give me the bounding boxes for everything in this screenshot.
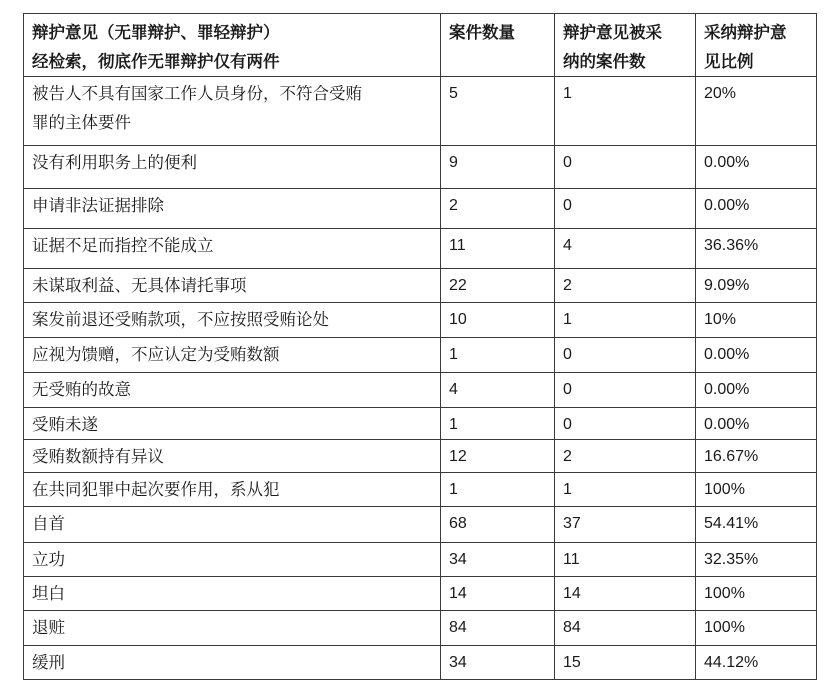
cell-case-count: 9 bbox=[441, 146, 555, 189]
cell-adopted-count: 1 bbox=[555, 473, 696, 507]
opinion-text: 坦白 bbox=[32, 584, 65, 603]
cell-adopted-count: 0 bbox=[555, 408, 696, 440]
cell-adopted-count: 2 bbox=[555, 269, 696, 303]
cell-adoption-ratio: 54.41% bbox=[696, 507, 817, 543]
cell-case-count: 1 bbox=[441, 338, 555, 373]
cell-case-count: 22 bbox=[441, 269, 555, 303]
cell-adoption-ratio: 100% bbox=[696, 473, 817, 507]
cell-case-count: 84 bbox=[441, 611, 555, 646]
header-opinion bbox=[24, 14, 441, 77]
table-row bbox=[24, 577, 817, 611]
table-row bbox=[24, 189, 817, 229]
opinion-text: 被告人不具有国家工作人员身份，不符合受贿 bbox=[32, 84, 362, 103]
cell-case-count: 11 bbox=[441, 229, 555, 269]
cell-adoption-ratio: 20% bbox=[696, 77, 817, 146]
table-row bbox=[24, 229, 817, 269]
cell-case-count: 1 bbox=[441, 408, 555, 440]
header-line: 纳的案件数 bbox=[563, 52, 646, 71]
table-row bbox=[24, 507, 817, 543]
opinion-text: 申请非法证据排除 bbox=[32, 196, 164, 215]
cell-adoption-ratio: 100% bbox=[696, 577, 817, 611]
header-line: 采纳辩护意 bbox=[704, 23, 787, 42]
opinion-text: 应视为馈赠，不应认定为受贿数额 bbox=[32, 345, 280, 364]
opinion-text: 退赃 bbox=[32, 618, 65, 637]
cell-adoption-ratio: 0.00% bbox=[696, 146, 817, 189]
cell-opinion bbox=[24, 146, 441, 189]
cell-opinion bbox=[24, 408, 441, 440]
cell-case-count: 10 bbox=[441, 303, 555, 338]
cell-adopted-count: 0 bbox=[555, 146, 696, 189]
cell-case-count: 5 bbox=[441, 77, 555, 146]
header-line: 案件数量 bbox=[449, 23, 515, 42]
header-line: 辩护意见被采 bbox=[563, 23, 662, 42]
opinion-text: 在共同犯罪中起次要作用，系从犯 bbox=[32, 480, 280, 499]
cell-case-count: 4 bbox=[441, 373, 555, 408]
cell-adoption-ratio: 0.00% bbox=[696, 373, 817, 408]
header-line: 见比例 bbox=[704, 52, 754, 71]
cell-case-count: 68 bbox=[441, 507, 555, 543]
cell-opinion bbox=[24, 77, 441, 146]
table-row bbox=[24, 373, 817, 408]
cell-opinion bbox=[24, 577, 441, 611]
opinion-text: 未谋取利益、无具体请托事项 bbox=[32, 276, 247, 295]
cell-opinion bbox=[24, 611, 441, 646]
cell-adopted-count: 2 bbox=[555, 440, 696, 473]
cell-adopted-count: 4 bbox=[555, 229, 696, 269]
cell-case-count: 12 bbox=[441, 440, 555, 473]
opinion-text: 没有利用职务上的便利 bbox=[32, 153, 197, 172]
cell-adoption-ratio: 9.09% bbox=[696, 269, 817, 303]
cell-adoption-ratio: 44.12% bbox=[696, 646, 817, 680]
cell-opinion bbox=[24, 473, 441, 507]
cell-adopted-count: 14 bbox=[555, 577, 696, 611]
cell-opinion bbox=[24, 373, 441, 408]
header-line: 经检索，彻底作无罪辩护仅有两件 bbox=[32, 52, 280, 71]
opinion-text: 立功 bbox=[32, 550, 65, 569]
cell-adoption-ratio: 0.00% bbox=[696, 189, 817, 229]
table-row bbox=[24, 146, 817, 189]
opinion-text: 受贿未遂 bbox=[32, 415, 98, 434]
cell-opinion bbox=[24, 543, 441, 577]
table-body bbox=[24, 77, 817, 680]
header-row bbox=[24, 14, 817, 77]
cell-case-count: 14 bbox=[441, 577, 555, 611]
table-row bbox=[24, 440, 817, 473]
table-row bbox=[24, 611, 817, 646]
cell-opinion bbox=[24, 229, 441, 269]
table-header bbox=[24, 14, 817, 77]
cell-adoption-ratio: 0.00% bbox=[696, 408, 817, 440]
cell-adopted-count: 37 bbox=[555, 507, 696, 543]
cell-opinion bbox=[24, 269, 441, 303]
cell-adoption-ratio: 10% bbox=[696, 303, 817, 338]
cell-adoption-ratio: 16.67% bbox=[696, 440, 817, 473]
cell-case-count: 1 bbox=[441, 473, 555, 507]
cell-adoption-ratio: 36.36% bbox=[696, 229, 817, 269]
table-row bbox=[24, 543, 817, 577]
table-row bbox=[24, 338, 817, 373]
header-adopted-count bbox=[555, 14, 696, 77]
header-adoption-ratio bbox=[696, 14, 817, 77]
defense-opinion-table bbox=[23, 13, 817, 680]
cell-opinion bbox=[24, 189, 441, 229]
opinion-text: 缓刑 bbox=[32, 653, 65, 672]
cell-adoption-ratio: 0.00% bbox=[696, 338, 817, 373]
table-row bbox=[24, 646, 817, 680]
cell-adoption-ratio: 32.35% bbox=[696, 543, 817, 577]
cell-opinion bbox=[24, 440, 441, 473]
table-row bbox=[24, 473, 817, 507]
cell-case-count: 34 bbox=[441, 543, 555, 577]
cell-adopted-count: 1 bbox=[555, 303, 696, 338]
opinion-text: 案发前退还受贿款项，不应按照受贿论处 bbox=[32, 310, 329, 329]
cell-adopted-count: 11 bbox=[555, 543, 696, 577]
cell-opinion bbox=[24, 303, 441, 338]
table-row bbox=[24, 303, 817, 338]
opinion-text: 自首 bbox=[32, 514, 65, 533]
defense-opinion-table-container bbox=[23, 13, 817, 680]
cell-opinion bbox=[24, 646, 441, 680]
cell-adopted-count: 84 bbox=[555, 611, 696, 646]
table-row bbox=[24, 269, 817, 303]
cell-adopted-count: 0 bbox=[555, 338, 696, 373]
cell-case-count: 2 bbox=[441, 189, 555, 229]
cell-adoption-ratio: 100% bbox=[696, 611, 817, 646]
opinion-text: 受贿数额持有异议 bbox=[32, 447, 164, 466]
cell-adopted-count: 15 bbox=[555, 646, 696, 680]
cell-opinion bbox=[24, 507, 441, 543]
opinion-text: 罪的主体要件 bbox=[32, 113, 131, 132]
cell-adopted-count: 1 bbox=[555, 77, 696, 146]
opinion-text: 无受贿的故意 bbox=[32, 380, 131, 399]
table-row bbox=[24, 77, 817, 146]
cell-opinion bbox=[24, 338, 441, 373]
table-row bbox=[24, 408, 817, 440]
cell-adopted-count: 0 bbox=[555, 189, 696, 229]
opinion-text: 证据不足而指控不能成立 bbox=[32, 236, 214, 255]
header-line: 辩护意见（无罪辩护、罪轻辩护） bbox=[32, 23, 280, 42]
cell-adopted-count: 0 bbox=[555, 373, 696, 408]
header-case-count bbox=[441, 14, 555, 77]
cell-case-count: 34 bbox=[441, 646, 555, 680]
